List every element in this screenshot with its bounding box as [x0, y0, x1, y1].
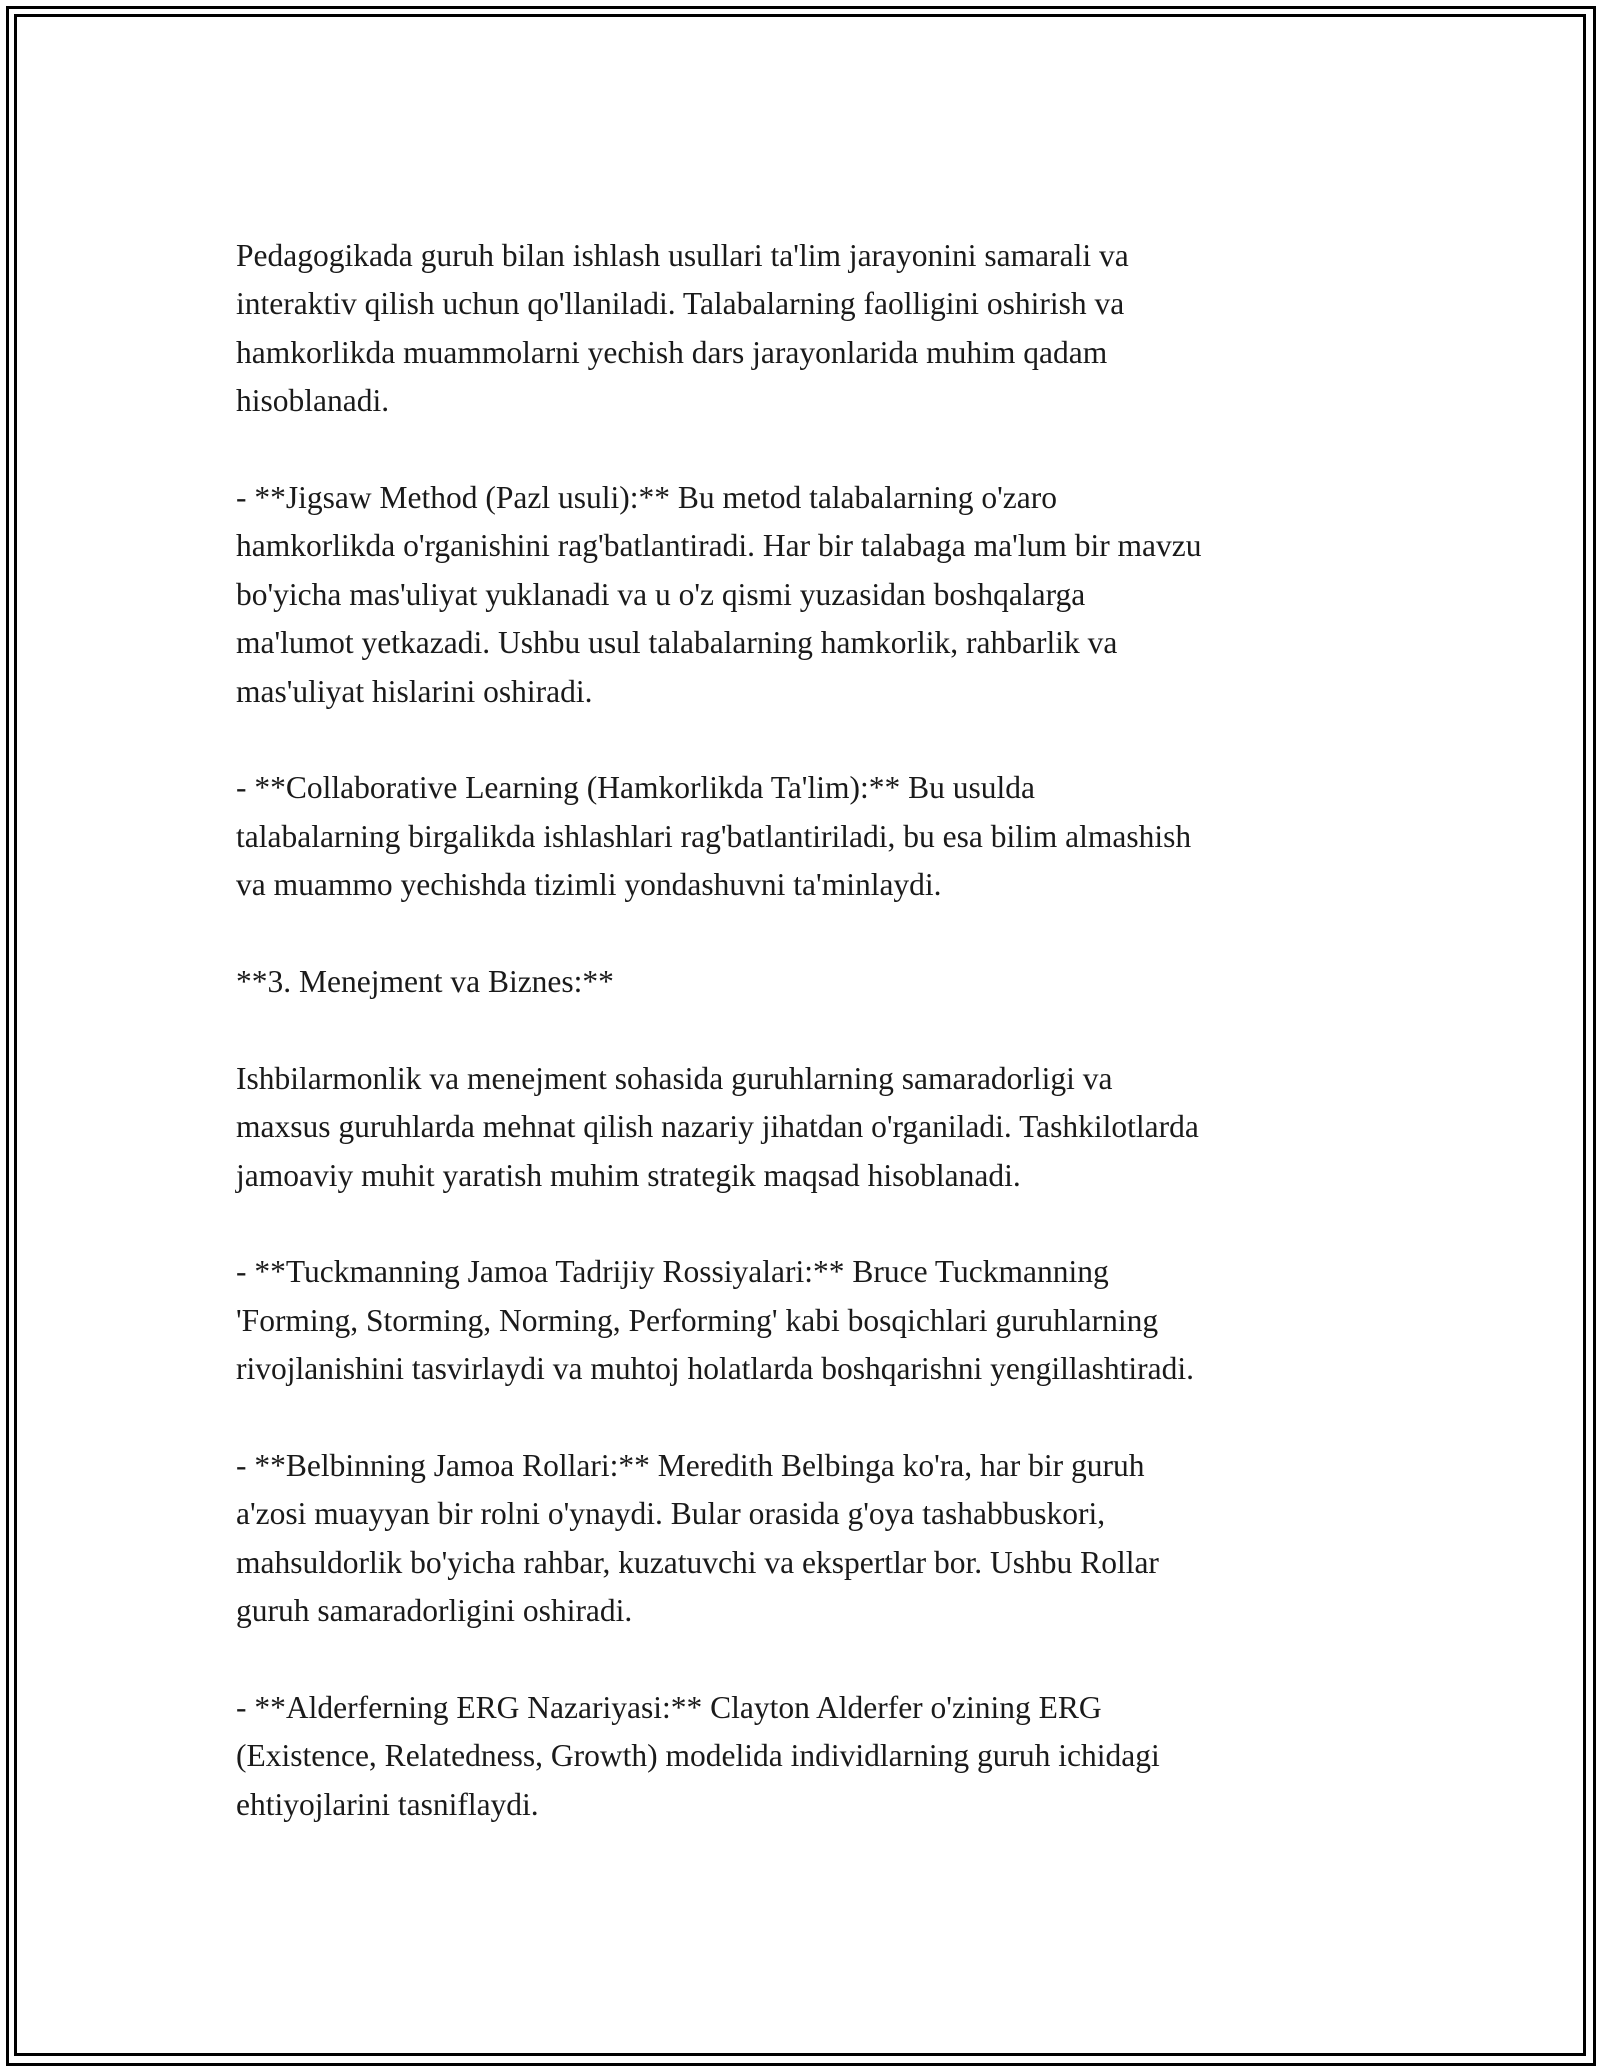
document-body: [236, 232, 1376, 1829]
alderfer-paragraph: - **Alderferning ERG Nazariyasi:** Clayton Alderfer o'zining ERG (Existence, Relatedness, Growth) modelida individlarning guruh ichidagi ehtiyojlarini tasniflaydi.: [236, 1690, 1160, 1822]
tuckman-paragraph: - **Tuckmanning Jamoa Tadrijiy Rossiyalari:** Bruce Tuckmanning 'Forming, Storming, Norming, Performing' kabi bosqichlari guruhlarning rivojlanishini tasvirlaydi va muhtoj holatlarda boshqarishni yengillashtiradi.: [236, 1254, 1194, 1387]
belbin-paragraph: - **Belbinning Jamoa Rollari:** Meredith Belbinga ko'ra, har bir guruh a'zosi muayyan bir rolni o'ynaydi. Bular orasida g'oya tashabbuskori, mahsuldorlik bo'yicha rahbar, kuzatuvchi va ekspertlar bor. Ushbu Rollar guruh samaradorligini oshiradi.: [236, 1448, 1159, 1629]
collaborative-learning-paragraph: - **Collaborative Learning (Hamkorlikda Ta'lim):** Bu usulda talabalarning birgalikda ishlashlari rag'batlantiriladi, bu esa bilim almashish va muammo yechishda tizimli yondashuvni ta'minlaydi.: [236, 770, 1192, 903]
management-intro-paragraph: Ishbilarmonlik va menejment sohasida guruhlarning samaradorligi va maxsus guruhlarda mehnat qilish nazariy jihatdan o'rganiladi. Tashkilotlarda jamoaviy muhit yaratish muhim strategik maqsad hisoblanadi.: [236, 1060, 1199, 1193]
section-heading: **3. Menejment va Biznes:**: [236, 964, 614, 1000]
jigsaw-method-paragraph: - **Jigsaw Method (Pazl usuli):** Bu metod talabalarning o'zaro hamkorlikda o'rganishini rag'batlantiradi. Har bir talabaga ma'lum bir mavzu bo'yicha mas'uliyat yuklanadi va u o'z qismi yuzasidan boshqalarga ma'lumot yetkazadi. Ushbu usul talabalarning hamkorlik, rahbarlik va mas'uliyat hislarini oshiradi.: [236, 480, 1202, 709]
intro-paragraph: Pedagogikada guruh bilan ishlash usullari ta'lim jarayonini samarali va interaktiv qilish uchun qo'llaniladi. Talabalarning faolligini oshirish va hamkorlikda muammolarni yechish dars jarayonlarida muhim qadam hisoblanadi.: [236, 238, 1129, 419]
